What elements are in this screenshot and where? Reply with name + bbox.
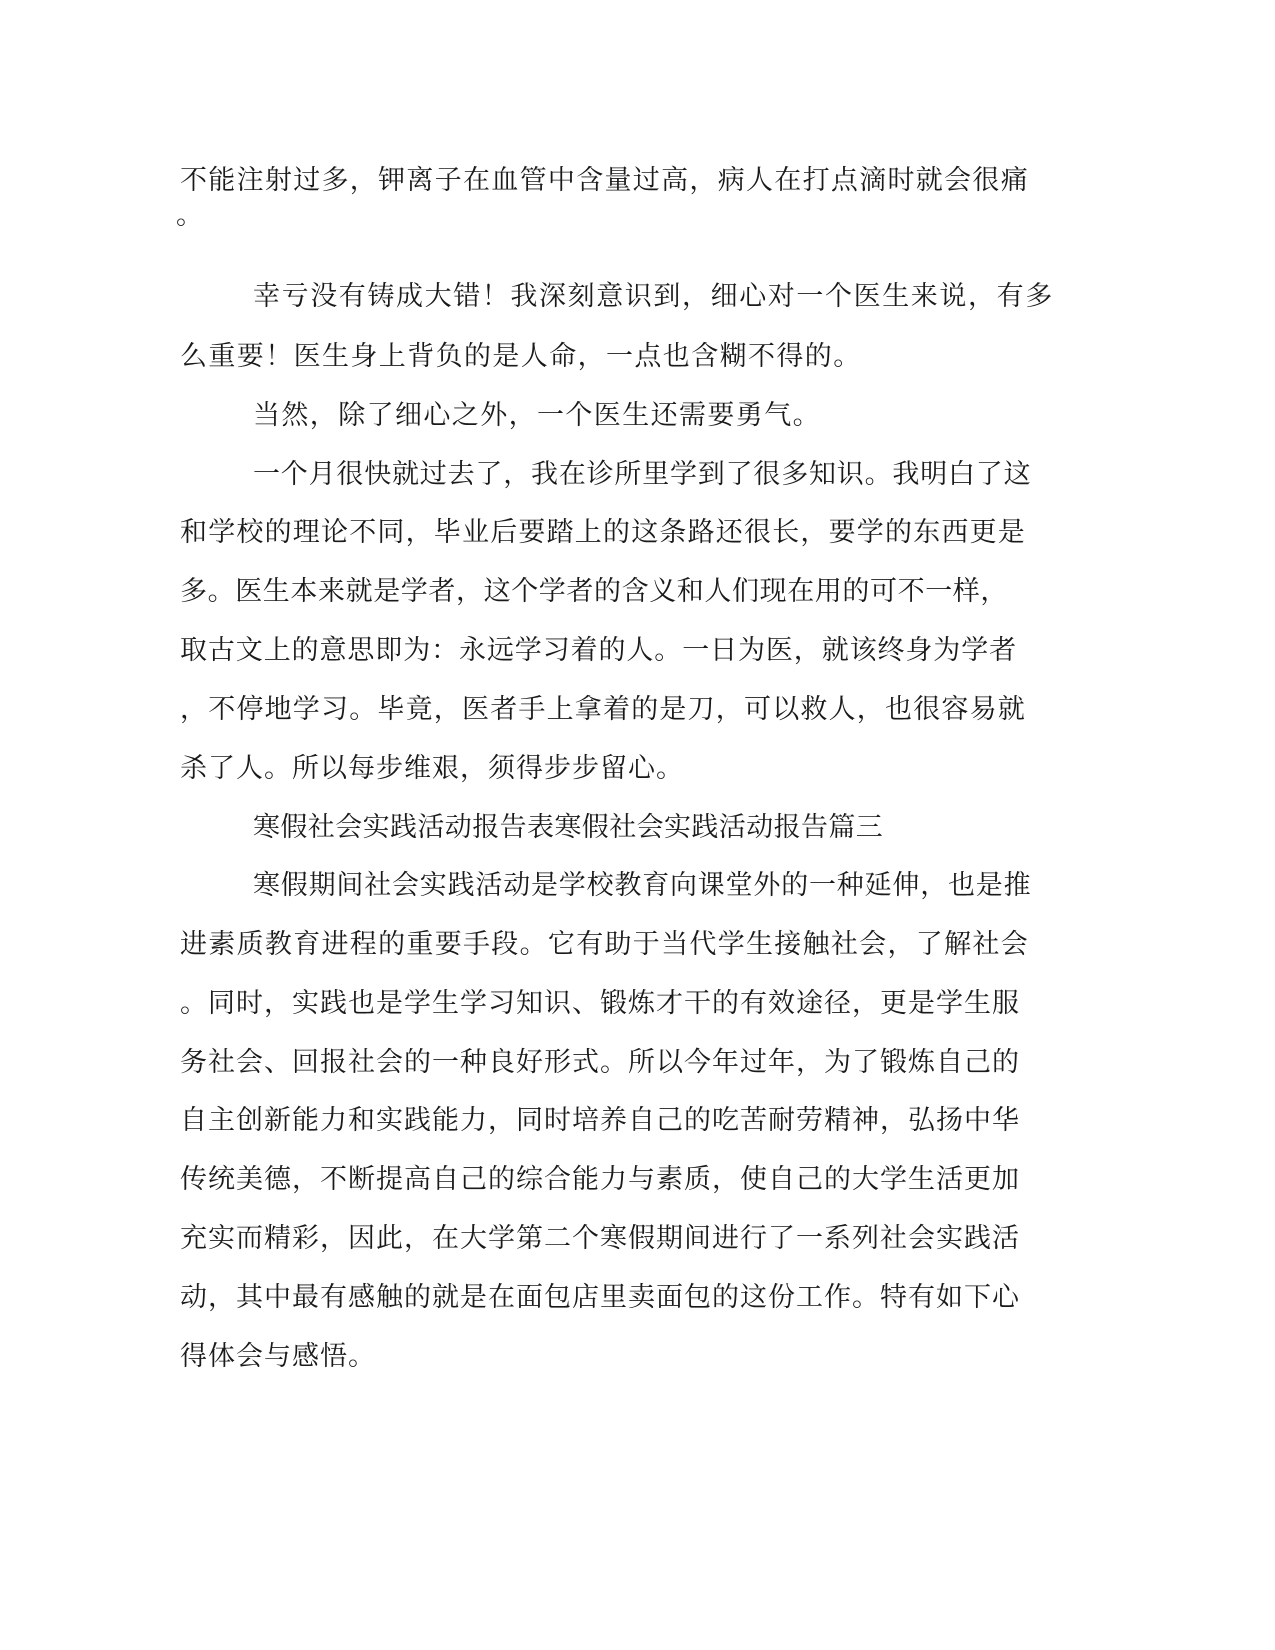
section-heading: 寒假社会实践活动报告表寒假社会实践活动报告篇三 — [253, 812, 884, 843]
paragraph-start-line: 幸亏没有铸成大错！我深刻意识到，细心对一个医生来说，有多 — [253, 281, 1054, 312]
text-line: 不能注射过多，钾离子在血管中含量过高，病人在打点滴时就会很痛 — [180, 165, 1029, 196]
text-line: 杀了人。所以每步维艰，须得步步留心。 — [180, 753, 684, 784]
text-line: 得体会与感悟。 — [180, 1341, 376, 1372]
text-line: 和学校的理论不同，毕业后要踏上的这条路还很长，要学的东西更是 — [180, 517, 1026, 548]
paragraph-start-line: 当然，除了细心之外，一个医生还需要勇气。 — [253, 400, 821, 431]
paragraph-start-line: 一个月很快就过去了，我在诊所里学到了很多知识。我明白了这 — [253, 459, 1032, 490]
text-line: 传统美德，不断提高自己的综合能力与素质，使自己的大学生活更加 — [180, 1164, 1020, 1195]
text-line: 动，其中最有感触的就是在面包店里卖面包的这份工作。特有如下心 — [180, 1282, 1020, 1313]
text-line: 进素质教育进程的重要手段。它有助于当代学生接触社会，了解社会 — [180, 929, 1029, 960]
text-line: 自主创新能力和实践能力，同时培养自己的吃苦耐劳精神，弘扬中华 — [180, 1105, 1020, 1136]
text-line: 取古文上的意思即为：永远学习着的人。一日为医，就该终身为学者 — [180, 635, 1017, 666]
text-line: 。 — [176, 200, 203, 231]
text-line: 充实而精彩，因此，在大学第二个寒假期间进行了一系列社会实践活 — [180, 1223, 1020, 1254]
text-line: 么重要！医生身上背负的是人命，一点也含糊不得的。 — [180, 341, 862, 372]
paragraph-start-line: 寒假期间社会实践活动是学校教育向课堂外的一种延伸，也是推 — [253, 870, 1032, 901]
text-line: 。同时，实践也是学生学习知识、锻炼才干的有效途径，更是学生服 — [180, 988, 1020, 1019]
text-line: ，不停地学习。毕竟，医者手上拿着的是刀，可以救人，也很容易就 — [180, 694, 1026, 725]
text-line: 多。医生本来就是学者，这个学者的含义和人们现在用的可不一样， — [180, 576, 1008, 607]
text-line: 务社会、回报社会的一种良好形式。所以今年过年，为了锻炼自己的 — [180, 1047, 1020, 1078]
